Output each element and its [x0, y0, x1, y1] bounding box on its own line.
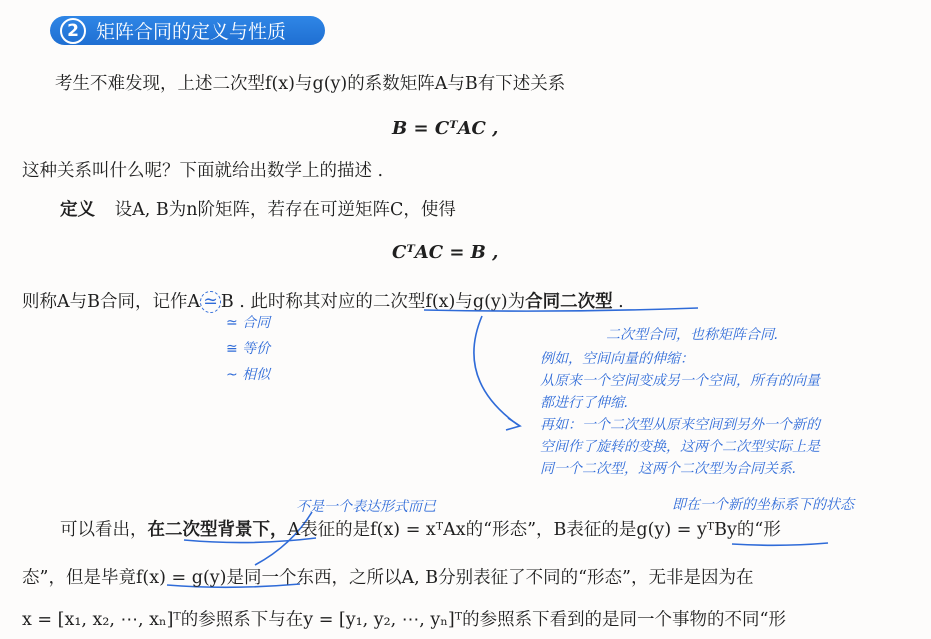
- congruence-symbol: ≃: [200, 291, 221, 313]
- line4-highlight: 在二次型背景下，: [147, 520, 288, 540]
- arrow-head-icon: [506, 418, 520, 430]
- paragraph-line-1: 考生不难发现，上述二次型f(x)与g(y)的系数矩阵A与B有下述关系: [55, 74, 566, 94]
- note-block-line-1: 二次型合同，也称矩阵合同.: [606, 327, 779, 343]
- note-symbol-congruent: ≃ 合同: [226, 315, 271, 331]
- paragraph-line-4: [60, 516, 781, 541]
- section-number: 2: [60, 18, 86, 44]
- line3-end: .: [612, 292, 624, 312]
- note-top-left: 不是一个表达形式而已: [296, 499, 436, 515]
- line4-part-c: A表征的是f(x) = xᵀAx的“形态”，B表征的是g(y) = yᵀBy的“形: [287, 520, 781, 540]
- note-block-line-6: 空间作了旋转的变换，这两个二次型实际上是: [540, 439, 820, 455]
- paragraph-line-2: 这种关系叫什么呢？下面就给出数学上的描述 .: [22, 161, 384, 181]
- definition-text: 设A, B为n阶矩阵，若存在可逆矩阵C，使得: [114, 200, 456, 220]
- underline-gy: [732, 543, 828, 545]
- line3-part-a: 则称A与B合同，记作A: [22, 292, 201, 312]
- note-block-line-3: 从原来一个空间变成另一个空间，所有的向量: [540, 373, 820, 389]
- note-block-line-5: 再如：一个二次型从原来空间到另外一个新的: [540, 417, 820, 433]
- note-block-line-2: 例如，空间向量的伸缩：: [540, 351, 694, 367]
- line3-highlight: 合同二次型: [525, 292, 613, 312]
- equation-1: B = CᵀAC ,: [392, 118, 499, 139]
- underline-quadratic-forms: [424, 308, 698, 311]
- note-symbol-similar: ~ 相似: [226, 367, 271, 383]
- note-top-right: 即在一个新的坐标系下的状态: [672, 497, 854, 513]
- note-block-line-7: 同一个二次型，这两个二次型为合同关系.: [540, 461, 797, 477]
- section-title: 矩阵合同的定义与性质: [96, 21, 287, 43]
- arrow-curve: [474, 316, 518, 425]
- paragraph-line-6: x = [x₁, x₂, ⋯, xₙ]ᵀ的参照系下与在y = [y₁, y₂, ⋯, yₙ]ᵀ的参照系下看到的是同一个事物的不同“形: [22, 610, 787, 630]
- equation-2: CᵀAC = B ,: [392, 242, 499, 263]
- paragraph-line-5: 态”，但是毕竟f(x) = g(y)是同一个东西，之所以A, B分别表征了不同的“形态”，无非是因为在: [22, 568, 754, 588]
- line3-part-b: B . 此时称其对应的二次型f(x)与g(y)为: [220, 292, 526, 312]
- note-symbol-equivalent: ≅ 等价: [226, 341, 271, 357]
- line4-part-a: 可以看出，: [60, 520, 148, 540]
- note-block-line-4: 都进行了伸缩.: [540, 395, 629, 411]
- definition-label: 定义: [60, 200, 95, 220]
